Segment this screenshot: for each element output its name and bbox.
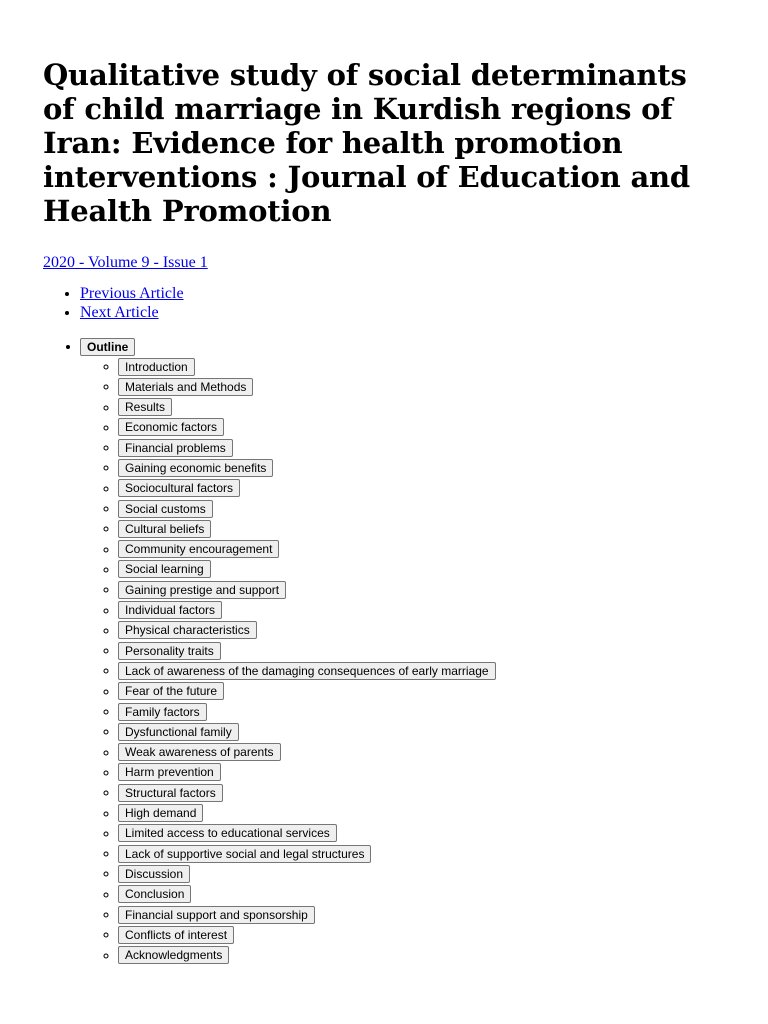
outline-item <box>118 884 725 904</box>
outline-section-button[interactable]: Discussion <box>118 865 190 883</box>
outline-item <box>118 681 725 701</box>
outline-section-button[interactable]: Conflicts of interest <box>118 926 234 944</box>
outline-item <box>118 640 725 660</box>
outline-item <box>118 376 725 396</box>
outline-section-button[interactable]: High demand <box>118 804 203 822</box>
outline-root <box>80 336 725 965</box>
outline-section-button[interactable]: Lack of supportive social and legal structures <box>118 845 371 863</box>
outline-section-button[interactable]: Personality traits <box>118 642 221 660</box>
outline-item <box>118 782 725 802</box>
outline-section-button[interactable]: Financial support and sponsorship <box>118 906 315 924</box>
outline-item <box>118 701 725 721</box>
outline-item <box>118 863 725 883</box>
outline-section-list <box>80 356 725 965</box>
outline-section-button[interactable]: Conclusion <box>118 885 191 903</box>
outline-section-button[interactable]: Dysfunctional family <box>118 723 239 741</box>
outline-item <box>118 559 725 579</box>
outline-item <box>118 457 725 477</box>
outline-item <box>118 924 725 944</box>
outline-section-button[interactable]: Physical characteristics <box>118 621 257 639</box>
outline-item <box>118 478 725 498</box>
nav-item-previous <box>80 284 725 303</box>
outline-section-button[interactable]: Gaining prestige and support <box>118 581 286 599</box>
previous-article-link[interactable]: Previous Article <box>80 285 184 302</box>
outline-section-button[interactable]: Introduction <box>118 358 195 376</box>
outline-section-button[interactable]: Lack of awareness of the damaging consequences of early marriage <box>118 662 496 680</box>
outline-section-button[interactable]: Materials and Methods <box>118 378 253 396</box>
outline <box>43 336 725 965</box>
outline-item <box>118 721 725 741</box>
outline-item <box>118 356 725 376</box>
outline-item <box>118 945 725 965</box>
outline-item <box>118 620 725 640</box>
outline-item <box>118 762 725 782</box>
outline-item <box>118 539 725 559</box>
issue-link[interactable]: 2020 - Volume 9 - Issue 1 <box>43 254 208 271</box>
outline-item <box>118 660 725 680</box>
outline-item <box>118 843 725 863</box>
outline-item <box>118 518 725 538</box>
outline-item <box>118 823 725 843</box>
outline-section-button[interactable]: Community encouragement <box>118 540 279 558</box>
outline-section-button[interactable]: Fear of the future <box>118 682 224 700</box>
outline-section-button[interactable]: Acknowledgments <box>118 946 229 964</box>
outline-item <box>118 498 725 518</box>
outline-item <box>118 904 725 924</box>
outline-section-button[interactable]: Harm prevention <box>118 763 221 781</box>
outline-section-button[interactable]: Sociocultural factors <box>118 479 240 497</box>
outline-toggle-button[interactable]: Outline <box>80 338 135 356</box>
outline-section-button[interactable]: Limited access to educational services <box>118 824 337 842</box>
outline-section-button[interactable]: Family factors <box>118 703 207 721</box>
outline-item <box>118 397 725 417</box>
outline-section-button[interactable]: Structural factors <box>118 784 223 802</box>
outline-section-button[interactable]: Social customs <box>118 500 213 518</box>
article-title: Qualitative study of social determinants of child marriage in Kurdish regions of Iran: Evidence for health promotion interventions : Journal of Education and Health Promotion <box>43 58 691 228</box>
outline-section-button[interactable]: Social learning <box>118 560 211 578</box>
next-article-link[interactable]: Next Article <box>80 304 159 321</box>
outline-section-button[interactable]: Individual factors <box>118 601 222 619</box>
article-navigation <box>43 284 725 322</box>
nav-item-next <box>80 303 725 322</box>
outline-section-button[interactable]: Cultural beliefs <box>118 520 211 538</box>
outline-section-button[interactable]: Weak awareness of parents <box>118 743 281 761</box>
outline-item <box>118 600 725 620</box>
outline-section-button[interactable]: Results <box>118 398 172 416</box>
outline-item <box>118 742 725 762</box>
outline-section-button[interactable]: Gaining economic benefits <box>118 459 273 477</box>
outline-section-button[interactable]: Economic factors <box>118 418 224 436</box>
outline-item <box>118 417 725 437</box>
outline-item <box>118 437 725 457</box>
outline-section-button[interactable]: Financial problems <box>118 439 233 457</box>
outline-item <box>118 579 725 599</box>
outline-item <box>118 803 725 823</box>
